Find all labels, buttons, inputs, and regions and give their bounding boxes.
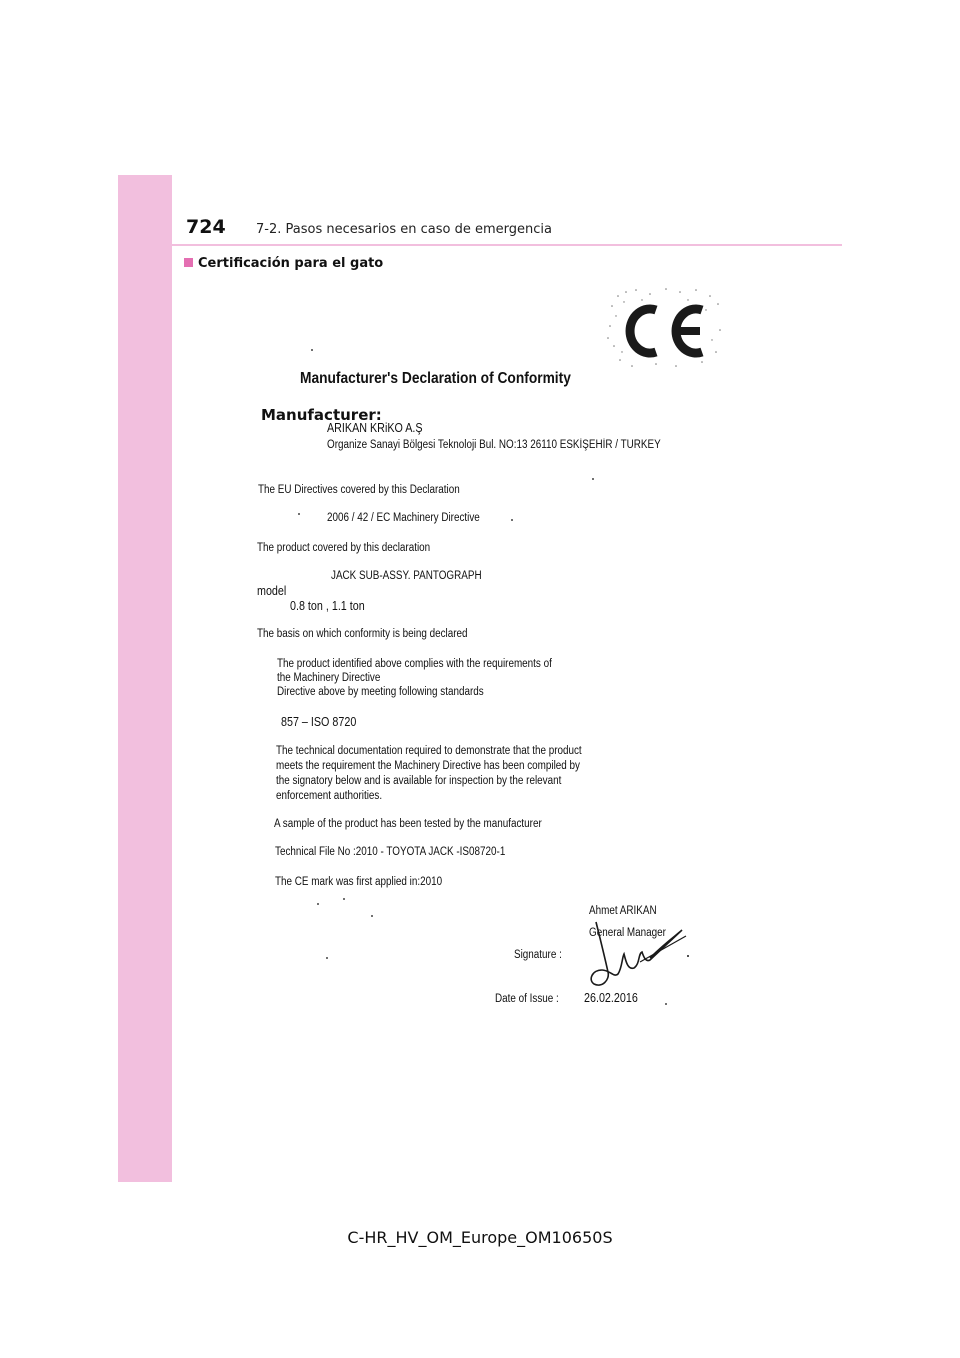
header-rule [172,244,842,246]
scan-speck [317,903,319,905]
date-value: 26.02.2016 [584,991,638,1005]
tech-line-2: meets the requirement the Machinery Directive has been compiled by [276,760,580,772]
basis-line-1: The product identified above complies with the requirements of [277,658,552,670]
sample-statement: A sample of the product has been tested by the manufacturer [274,818,542,830]
date-label: Date of Issue : [495,993,559,1005]
manufacturer-label: Manufacturer: [261,406,382,424]
section-heading [184,256,383,271]
section-heading-text: Certificación para el gato [198,256,384,271]
technical-file: Technical File No :2010 - TOYOTA JACK -IS08720-1 [275,846,506,858]
signature-scribble [578,918,698,998]
basis-line-2: the Machinery Directive [277,672,381,684]
tech-line-1: The technical documentation required to demonstrate that the product [276,745,582,757]
directive-value: 2006 / 42 / EC Machinery Directive [327,512,480,524]
scan-speck [511,519,513,521]
scan-speck [311,349,313,351]
page-number: 724 [186,216,226,238]
scan-speck [592,478,594,480]
basis-line-3: Directive above by meeting following standards [277,686,484,698]
signer-title: General Manager [589,927,666,939]
scan-speck [371,915,373,917]
scan-speck [665,1003,667,1005]
directives-label: The EU Directives covered by this Declaration [258,484,460,496]
document-code: C-HR_HV_OM_Europe_OM10650S [347,1228,613,1247]
section-square-icon [184,258,193,267]
declaration-title: Manufacturer's Declaration of Conformity [300,370,571,387]
signature-label: Signature : [514,949,562,961]
scan-speck [343,898,345,900]
chapter-title: 7-2. Pasos necesarios en caso de emergencia [256,222,553,237]
sidebar-tab [118,175,172,1182]
ce-applied-statement: The CE mark was first applied in:2010 [275,876,443,888]
ce-mark-logo [606,286,724,370]
basis-label: The basis on which conformity is being declared [257,628,468,640]
company-address: Organize Sanayi Bölgesi Teknoloji Bul. NO:13 26110 ESKİŞEHİR / TURKEY [327,439,661,451]
tech-line-4: enforcement authorities. [276,790,383,802]
tech-line-3: the signatory below and is available for inspection by the relevant [276,775,562,787]
company-name: ARIKAN KRiKO A.Ş [327,421,423,435]
product-value: JACK SUB-ASSY. PANTOGRAPH [331,570,482,582]
product-label: The product covered by this declaration [257,542,431,554]
model-value: 0.8 ton , 1.1 ton [290,599,365,613]
scan-speck [298,513,300,515]
model-label: model [257,584,287,598]
standard-value: 857 – ISO 8720 [281,715,357,729]
scan-speck [326,957,328,959]
signer-name: Ahmet ARIKAN [589,905,657,917]
